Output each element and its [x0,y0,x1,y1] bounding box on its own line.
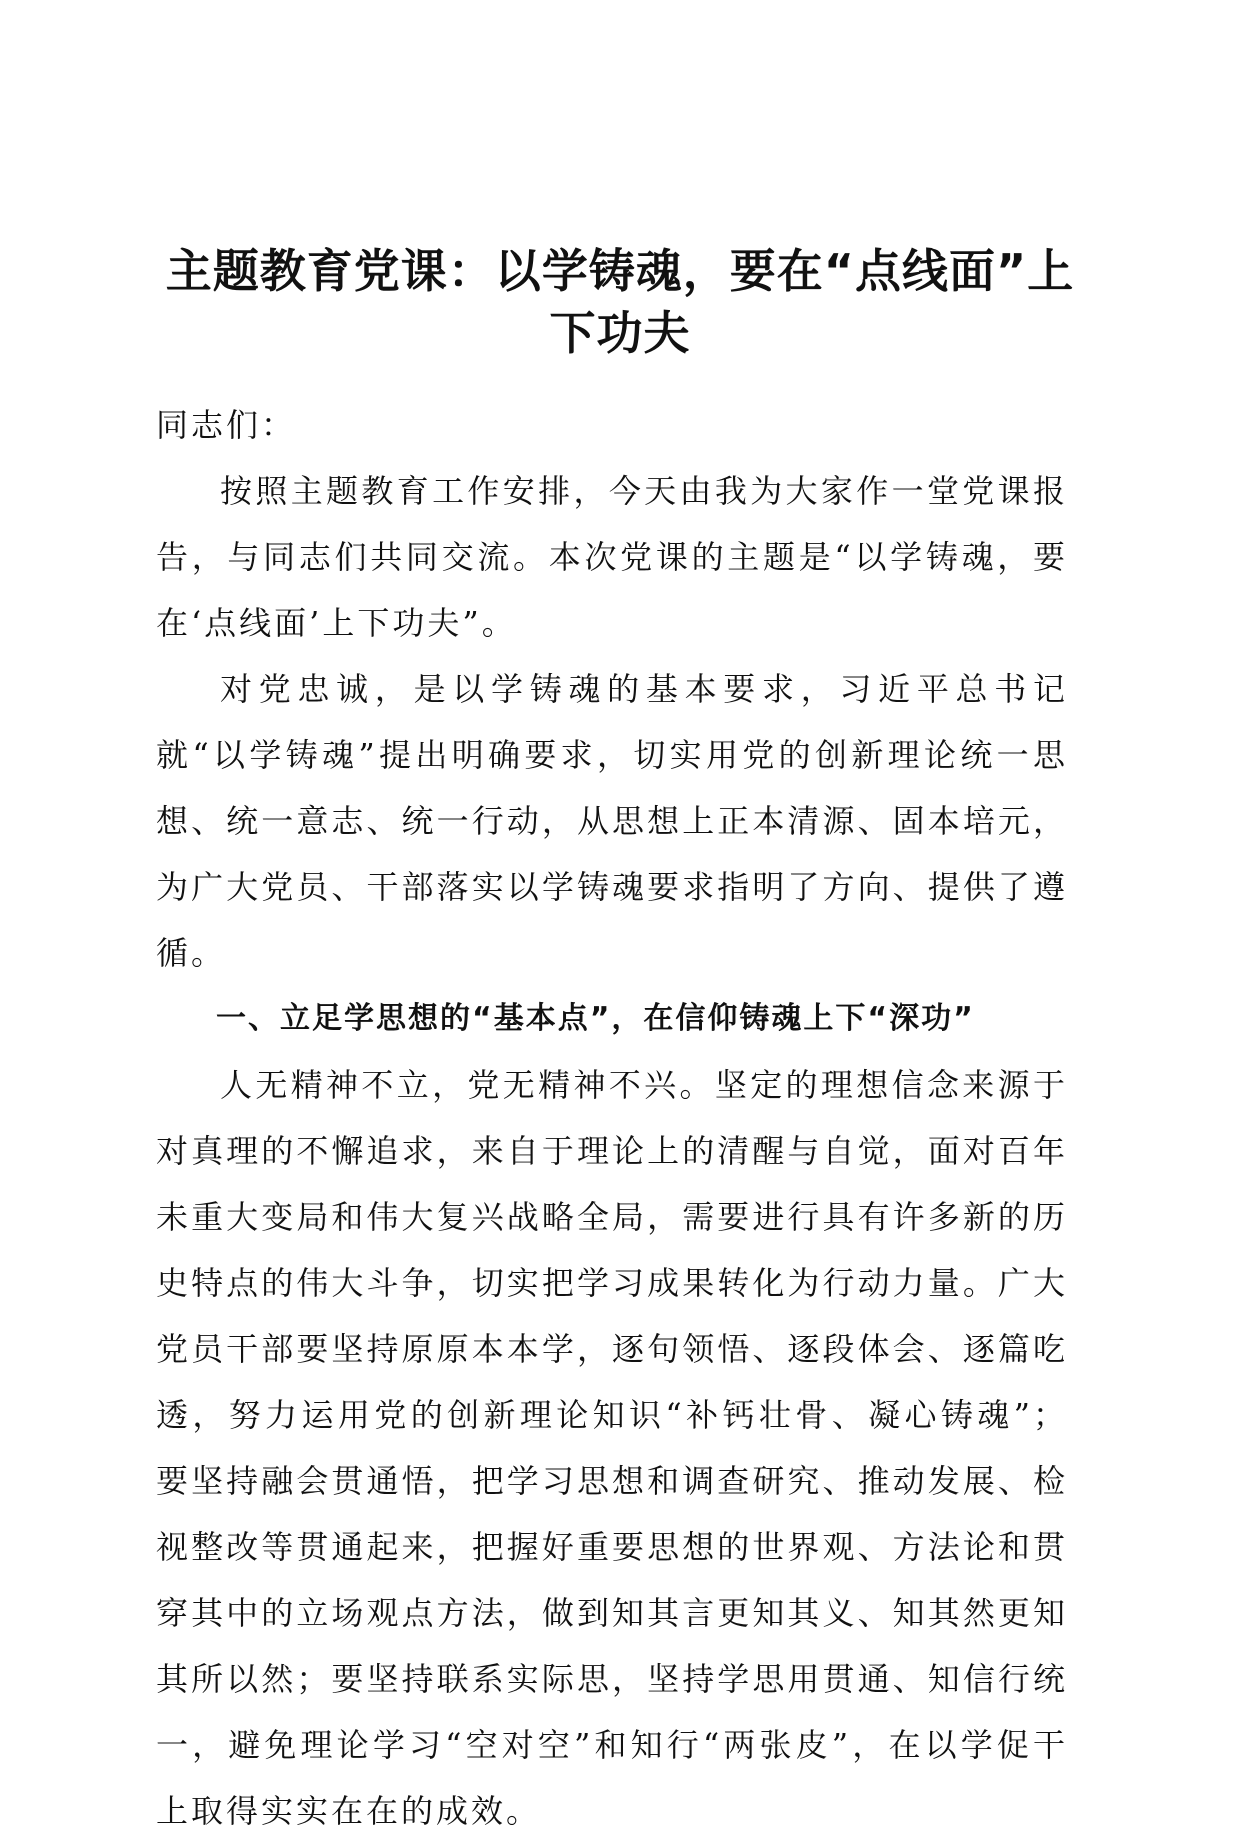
document-body [156,392,1068,1844]
body-paragraph: 人无精神不立，党无精神不兴。坚定的理想信念来源于对真理的不懈追求，来自于理论上的清醒与自觉，面对百年未重大变局和伟大复兴战略全局，需要进行具有许多新的历史特点的伟大斗争，切实把学习成果转化为行动力量。广大党员干部要坚持原原本本学，逐句领悟、逐段体会、逐篇吃透，努力运用党的创新理论知识“补钙壮骨、凝心铸魂”；要坚持融会贯通悟，把学习思想和调查研究、推动发展、检视整改等贯通起来，把握好重要思想的世界观、方法论和贯穿其中的立场观点方法，做到知其言更知其义、知其然更知其所以然；要坚持联系实际思，坚持学思用贯通、知信行统一，避免理论学习“空对空”和知行“两张皮”，在以学促干上取得实实在在的成效。 [156,1066,1068,1830]
document-title: 主题教育党课：以学铸魂，要在“点线面”上下功夫 [165,244,1075,360]
body-paragraph: 按照主题教育工作安排，今天由我为大家作一堂党课报告，与同志们共同交流。本次党课的主题是“以学铸魂，要在‘点线面’上下功夫”。 [156,472,1068,642]
salutation: 同志们： [156,406,297,444]
body-paragraph: 对党忠诚，是以学铸魂的基本要求，习近平总书记就“以学铸魂”提出明确要求，切实用党的创新理论统一思想、统一意志、统一行动，从思想上正本清源、固本培元，为广大党员、干部落实以学铸魂要求指明了方向、提供了遵循。 [156,670,1068,972]
section-heading: 一、立足学思想的“基本点”，在信仰铸魂上下“深功” [216,1001,975,1036]
